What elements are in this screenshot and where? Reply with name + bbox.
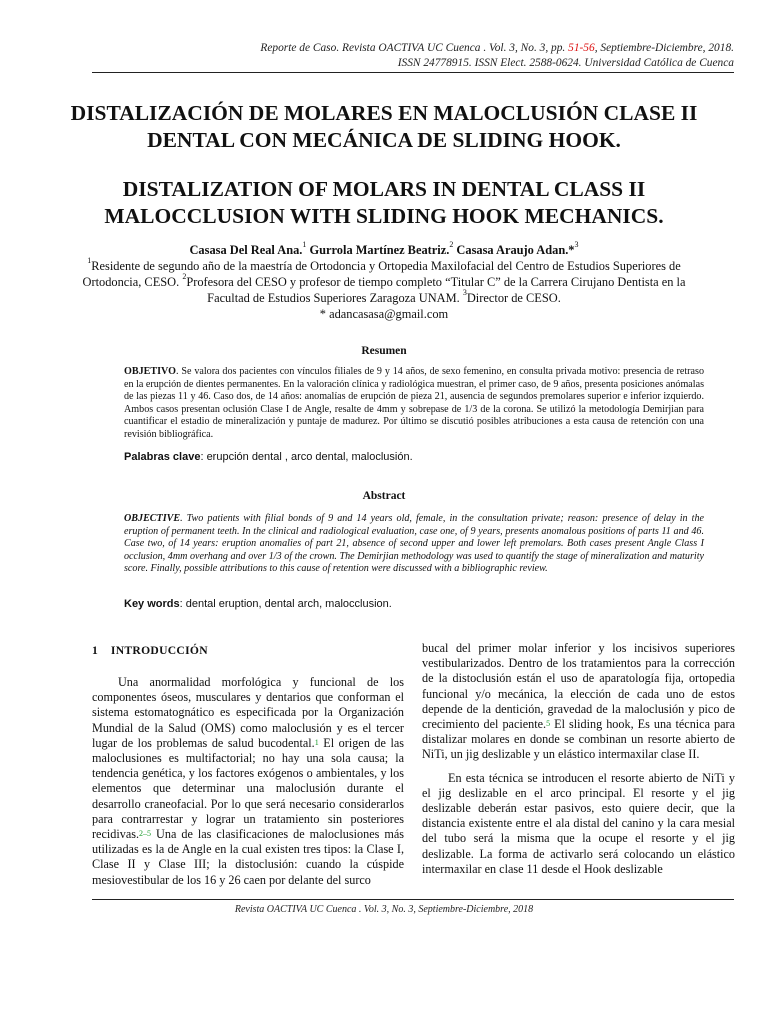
running-header xyxy=(94,41,734,71)
affiliation-1-mark: 1 xyxy=(87,256,92,265)
intro-paragraph-1 xyxy=(92,675,404,888)
intro-paragraph-cont xyxy=(422,641,735,763)
affiliations xyxy=(60,258,708,306)
running-footer: Revista OACTIVA UC Cuenca . Vol. 3, No. 3, Septiembre-Diciembre, 2018 xyxy=(234,904,534,915)
header-journal-text: Reporte de Caso. Revista OACTIVA UC Cuenca . Vol. 3, No. 3, pp. xyxy=(260,42,569,54)
author-1: Casasa Del Real Ana. xyxy=(189,243,303,257)
resumen-label: OBJETIVO xyxy=(124,366,176,377)
resumen-heading: Resumen xyxy=(361,345,407,357)
affiliation-1: Residente de segundo año de la maestría de Ortodoncia y Ortopedia Maxilofacial del Centro de Estudios Superiores de Ortodoncia, CESO. xyxy=(82,259,681,289)
intro-text-e: El sliding hook, Es una técnica para distalizar molares en donde se combinan un resorte abierto de NiTi, un jig deslizable y un elástico intermaxilar clase II. xyxy=(422,717,735,762)
key-words-text: : dental eruption, dental arch, malocclusion. xyxy=(179,598,392,610)
author-list xyxy=(189,240,579,257)
affiliation-3-mark: 3 xyxy=(462,288,467,297)
section-heading-introduccion xyxy=(92,644,208,657)
citation-link-1[interactable]: 1 xyxy=(314,737,319,747)
intro-paragraph-2: En esta técnica se introducen el resorte abierto de NiTi y el jig deslizable en el arco principal. El resorte y el jig deslizable deberán estar pasivos, esto quiere decir, que la distancia existente entre el ala distal del canino y la cara mesial del tubo será la misma que la ocupe el resorte y el jig deslizable. La forma de activarlo será colocando un elástico intermaxilar en clase 11 desde el Hook deslizable xyxy=(422,770,735,876)
section-title: INTRODUCCIÓN xyxy=(110,644,208,657)
palabras-clave-text: : erupción dental , arco dental, maloclusión. xyxy=(200,451,413,463)
affiliation-2-mark: 2 xyxy=(182,272,187,281)
key-words-label: Key words xyxy=(124,598,180,610)
corresponding-email[interactable]: * adancasasa@gmail.com xyxy=(319,307,449,321)
citation-link-5[interactable]: 5 xyxy=(546,719,551,729)
palabras-clave-label: Palabras clave xyxy=(124,451,201,463)
header-divider xyxy=(92,72,734,73)
abstract-body xyxy=(124,513,704,576)
resumen-text: . Se valora dos pacientes con vínculos filiales de 9 y 14 años, de sexo femenino, en consulta privada motivo: presencia de retraso en la erupción de dientes permanentes. En la valoración clínica y radiológica muestran, el primer caso, de 9 años, presenta posiciones anómalas de las piezas 11 y 46. Caso dos, de 14 años: anomalías de erupción de pieza 21, ausencia de segundos premolares superior e inferior izquierdo. Ambos casos presentan oclusión Clase I de Angle, resalte de 4mm y sobrepase de 1/3 de la corona. Se utilizó la metodología Demirjian para cuantificar el estadio de mineralización y puntaje de madurez. Por último se discutió posibles atribuciones a esta causa de retención con una revisión bibliográfica. xyxy=(124,366,704,440)
key-words xyxy=(124,598,704,610)
intro-text-d: bucal del primer molar inferior y los incisivos superiores vestibularizados. Dentro de los tratamientos para la corrección de la distoclusión están el uso de aparatología fija, ortopedia funcional y/o mecánica, la elección de cada uno de estos depende de la dentición, gravedad de la maloclusión y pico de crecimiento del paciente. xyxy=(422,641,735,732)
header-date-text: , Septiembre-Diciembre, 2018. xyxy=(594,42,734,54)
author-2-mark: 2 xyxy=(449,240,454,249)
abstract-label: OBJECTIVE xyxy=(124,513,181,524)
author-3: Casasa Araujo Adan.* xyxy=(456,243,575,257)
intro-text-c: Una de las clasificaciones de maloclusiones más utilizadas es la de Angle en la cual existen tres tipos: la Clase I, Clase II y Clase III; la distoclusión: cuando la cúspide mesiovestibular de los 16 y 26 caen por delante del surco xyxy=(92,827,404,887)
header-page-range-link[interactable]: 51-56 xyxy=(568,42,595,54)
palabras-clave xyxy=(124,451,704,463)
author-2: Gurrola Martínez Beatriz. xyxy=(309,243,450,257)
intro-text-a: Una anormalidad morfológica y funcional de los componentes óseos, musculares y dentarios que conforman el sistema estomatognático es especificada por la Organización Mundial de la Salud (OMS) como maloclusión y es el tercer lugar de los problemas de salud bucodental. xyxy=(92,675,404,750)
affiliation-2: Profesora del CESO y profesor de tiempo completo “Titular C” de la Carrera Cirujano Dentista en la Facultad de Estudios Superiores Zaragoza UNAM. xyxy=(186,275,686,305)
resumen-body xyxy=(124,366,704,441)
authors-block xyxy=(60,242,708,322)
abstract-text: . Two patients with filial bonds of 9 and 14 years old, female, in the consultation private; reason: presence of delay in the eruption of permanent teeth. In the clinical and radiological evaluation, case one, of 9 years, presents anomalous positions of parts 11 and 46. Case two, of 14 years: eruption anomalies of part 21, absence of second upper and lower left premolars. Both cases present Angle Class I occlusion, 4mm overhang and over 1/3 of the crown. The Demirjian methodology was used to quantify the stage of mineralization and maturity score. Finally, possible attributions to this cause of retention were discussed with a bibliographic review. xyxy=(124,513,704,574)
header-line-1 xyxy=(94,41,734,56)
author-3-mark: 3 xyxy=(574,240,579,249)
author-1-mark: 1 xyxy=(302,240,307,249)
header-line-2: ISSN 24778915. ISSN Elect. 2588-0624. Universidad Católica de Cuenca xyxy=(397,57,734,69)
section-number: 1 xyxy=(92,644,99,657)
title-english: DISTALIZATION OF MOLARS IN DENTAL CLASS II MALOCCLUSION WITH SLIDING HOOK MECHANICS. xyxy=(104,177,664,228)
citation-link-2-5[interactable]: 2–5 xyxy=(139,829,152,839)
affiliation-3: Director de CESO. xyxy=(466,291,561,305)
intro-text-b: El origen de las maloclusiones es multifactorial; no hay una sola causa; la tendencia genética, y los factores exógenos o ambientales, y los elementos que determinar una maloclusión durante el desarrollo craneofacial. Por lo que será necesario considerarlos para contrarrestar y lograr un tratamiento sin posteriores recidivas. xyxy=(92,735,404,842)
intro-right-column xyxy=(422,641,735,877)
abstract-heading: Abstract xyxy=(362,490,406,502)
intro-left-column xyxy=(92,675,404,888)
footer-divider xyxy=(92,899,734,900)
title-spanish: DISTALIZACIÓN DE MOLARES EN MALOCLUSIÓN CLASE II DENTAL CON MECÁNICA DE SLIDING HOOK. xyxy=(70,101,698,152)
